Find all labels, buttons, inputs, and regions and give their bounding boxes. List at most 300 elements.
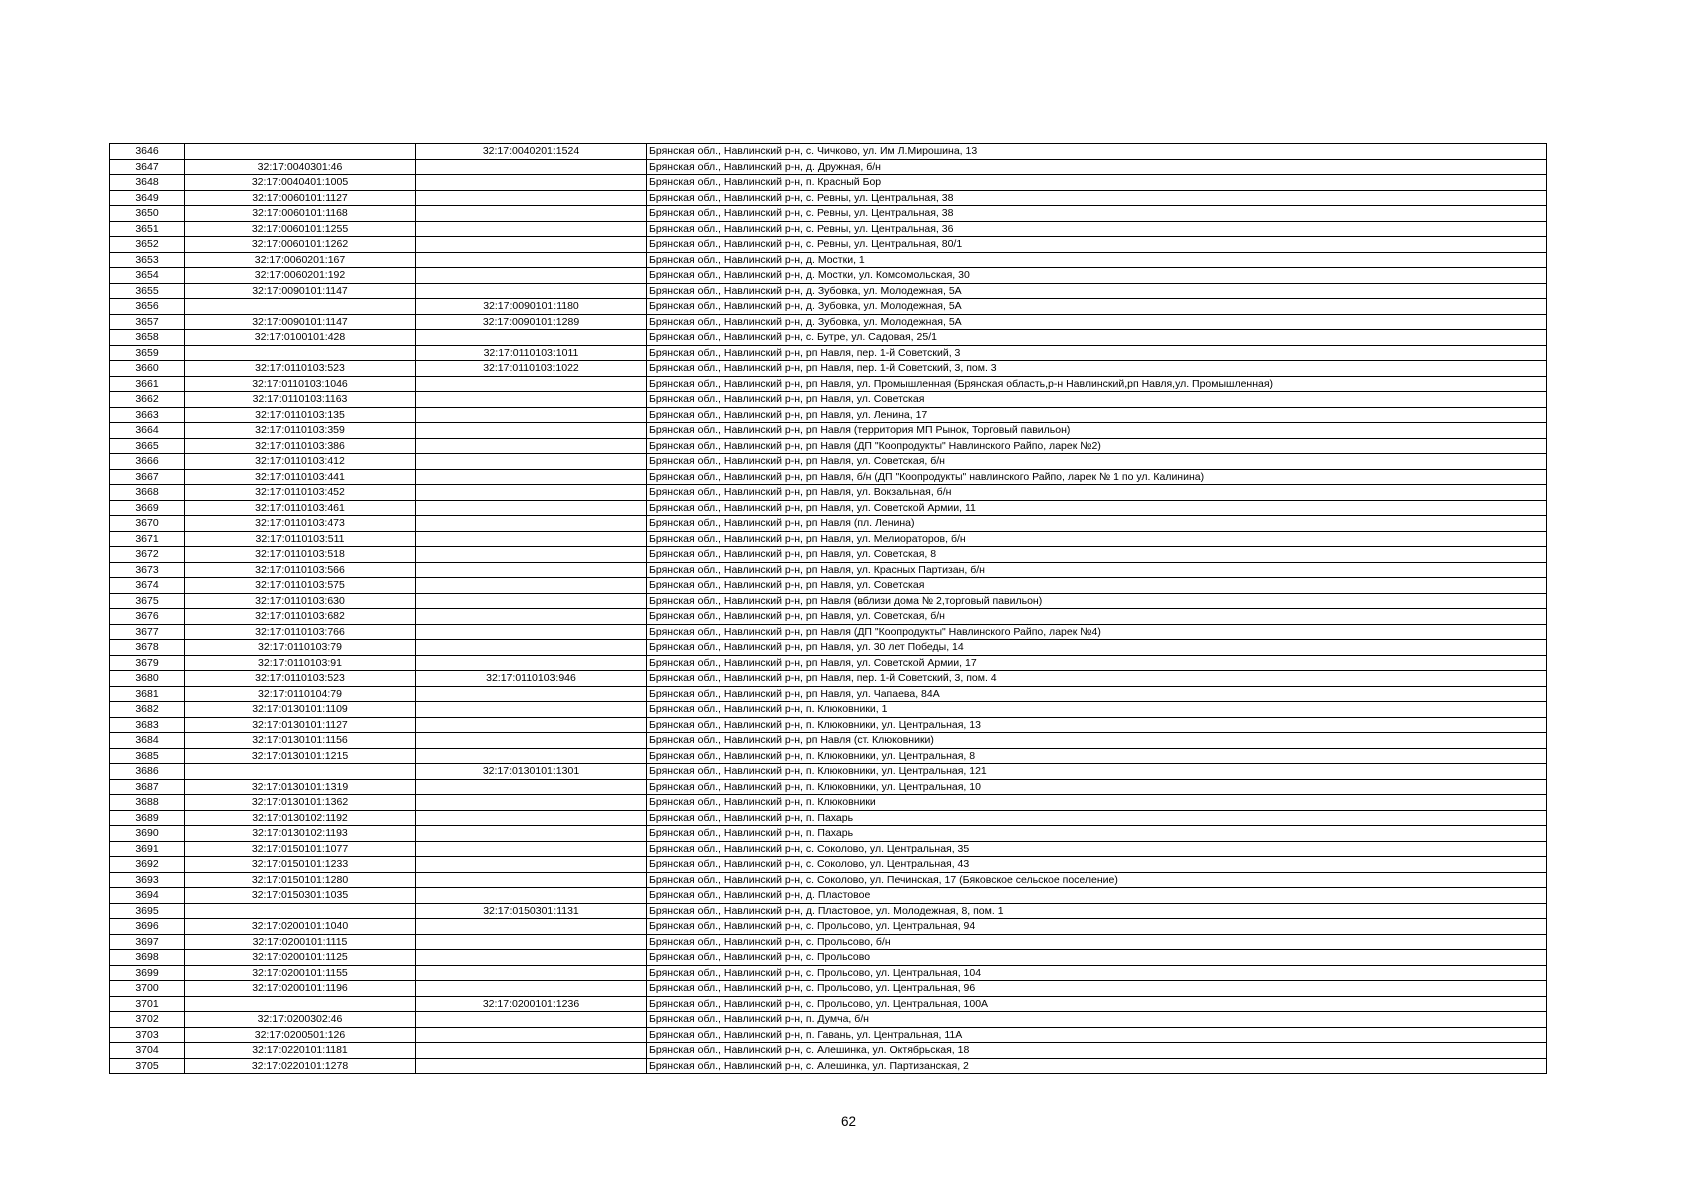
related-cadastral-number-cell xyxy=(416,795,647,811)
row-number-cell: 3682 xyxy=(110,702,185,718)
row-number-cell: 3688 xyxy=(110,795,185,811)
address-cell: Брянская обл., Навлинский р-н, п. Гавань, ул. Центральная, 11А xyxy=(647,1027,1547,1043)
row-number-cell: 3674 xyxy=(110,578,185,594)
row-number-cell: 3690 xyxy=(110,826,185,842)
address-cell: Брянская обл., Навлинский р-н, рп Навля, пер. 1-й Советский, 3 xyxy=(647,345,1547,361)
row-number-cell: 3705 xyxy=(110,1058,185,1074)
table-row xyxy=(110,469,1547,485)
address-cell: Брянская обл., Навлинский р-н, рп Навля, ул. Советская, б/н xyxy=(647,609,1547,625)
row-number-cell: 3700 xyxy=(110,981,185,997)
cadastral-number-cell: 32:17:0110103:91 xyxy=(185,655,416,671)
address-cell: Брянская обл., Навлинский р-н, д. Мостки, 1 xyxy=(647,252,1547,268)
row-number-cell: 3646 xyxy=(110,144,185,160)
address-cell: Брянская обл., Навлинский р-н, п. Клюковники, 1 xyxy=(647,702,1547,718)
table-row xyxy=(110,190,1547,206)
table-row xyxy=(110,562,1547,578)
address-cell: Брянская обл., Навлинский р-н, рп Навля, ул. Советская, 8 xyxy=(647,547,1547,563)
row-number-cell: 3659 xyxy=(110,345,185,361)
related-cadastral-number-cell xyxy=(416,1027,647,1043)
address-cell: Брянская обл., Навлинский р-н, с. Прольсово xyxy=(647,950,1547,966)
cadastral-number-cell: 32:17:0130101:1215 xyxy=(185,748,416,764)
address-cell: Брянская обл., Навлинский р-н, рп Навля, ул. Советской Армии, 17 xyxy=(647,655,1547,671)
row-number-cell: 3676 xyxy=(110,609,185,625)
cadastral-number-cell: 32:17:0200101:1125 xyxy=(185,950,416,966)
related-cadastral-number-cell: 32:17:0110103:1022 xyxy=(416,361,647,377)
address-cell: Брянская обл., Навлинский р-н, п. Думча, б/н xyxy=(647,1012,1547,1028)
related-cadastral-number-cell xyxy=(416,268,647,284)
row-number-cell: 3693 xyxy=(110,872,185,888)
related-cadastral-number-cell xyxy=(416,500,647,516)
address-cell: Брянская обл., Навлинский р-н, рп Навля (ДП "Коопродукты" Навлинского Райпо, ларек №2) xyxy=(647,438,1547,454)
table-row xyxy=(110,454,1547,470)
address-cell: Брянская обл., Навлинский р-н, рп Навля, ул. Советская, б/н xyxy=(647,454,1547,470)
address-cell: Брянская обл., Навлинский р-н, рп Навля (территория МП Рынок, Торговый павильон) xyxy=(647,423,1547,439)
cadastral-number-cell: 32:17:0110103:386 xyxy=(185,438,416,454)
related-cadastral-number-cell xyxy=(416,826,647,842)
row-number-cell: 3677 xyxy=(110,624,185,640)
address-cell: Брянская обл., Навлинский р-н, рп Навля (ДП "Коопродукты" Навлинского Райпо, ларек №4) xyxy=(647,624,1547,640)
cadastral-number-cell: 32:17:0130102:1192 xyxy=(185,810,416,826)
table-row xyxy=(110,500,1547,516)
related-cadastral-number-cell xyxy=(416,252,647,268)
cadastral-number-cell: 32:17:0200501:126 xyxy=(185,1027,416,1043)
related-cadastral-number-cell xyxy=(416,485,647,501)
related-cadastral-number-cell xyxy=(416,841,647,857)
cadastral-number-cell: 32:17:0110103:452 xyxy=(185,485,416,501)
row-number-cell: 3670 xyxy=(110,516,185,532)
cadastral-number-cell: 32:17:0150101:1233 xyxy=(185,857,416,873)
row-number-cell: 3692 xyxy=(110,857,185,873)
row-number-cell: 3650 xyxy=(110,206,185,222)
row-number-cell: 3673 xyxy=(110,562,185,578)
row-number-cell: 3703 xyxy=(110,1027,185,1043)
table-row xyxy=(110,283,1547,299)
cadastral-number-cell: 32:17:0090101:1147 xyxy=(185,314,416,330)
row-number-cell: 3675 xyxy=(110,593,185,609)
cadastral-number-cell: 32:17:0110103:359 xyxy=(185,423,416,439)
table-row xyxy=(110,624,1547,640)
row-number-cell: 3701 xyxy=(110,996,185,1012)
address-cell: Брянская обл., Навлинский р-н, д. Пластовое, ул. Молодежная, 8, пом. 1 xyxy=(647,903,1547,919)
address-cell: Брянская обл., Навлинский р-н, с. Прольсово, ул. Центральная, 96 xyxy=(647,981,1547,997)
table-row xyxy=(110,686,1547,702)
address-cell: Брянская обл., Навлинский р-н, рп Навля (вблизи дома № 2,торговый павильон) xyxy=(647,593,1547,609)
related-cadastral-number-cell xyxy=(416,857,647,873)
cadastral-number-cell xyxy=(185,299,416,315)
related-cadastral-number-cell: 32:17:0090101:1180 xyxy=(416,299,647,315)
row-number-cell: 3661 xyxy=(110,376,185,392)
related-cadastral-number-cell: 32:17:0150301:1131 xyxy=(416,903,647,919)
related-cadastral-number-cell xyxy=(416,748,647,764)
row-number-cell: 3687 xyxy=(110,779,185,795)
table-row xyxy=(110,655,1547,671)
row-number-cell: 3656 xyxy=(110,299,185,315)
cadastral-number-cell xyxy=(185,996,416,1012)
cadastral-number-cell: 32:17:0110103:630 xyxy=(185,593,416,609)
cadastral-number-cell: 32:17:0110103:1163 xyxy=(185,392,416,408)
cadastral-number-cell xyxy=(185,144,416,160)
cadastral-number-cell: 32:17:0200101:1040 xyxy=(185,919,416,935)
related-cadastral-number-cell xyxy=(416,531,647,547)
cadastral-number-cell: 32:17:0040401:1005 xyxy=(185,175,416,191)
related-cadastral-number-cell xyxy=(416,702,647,718)
table-row xyxy=(110,888,1547,904)
table-row xyxy=(110,1027,1547,1043)
related-cadastral-number-cell xyxy=(416,640,647,656)
table-row xyxy=(110,779,1547,795)
cadastral-number-cell: 32:17:0040301:46 xyxy=(185,159,416,175)
related-cadastral-number-cell xyxy=(416,593,647,609)
cadastral-number-cell: 32:17:0060201:167 xyxy=(185,252,416,268)
row-number-cell: 3683 xyxy=(110,717,185,733)
page-number: 62 xyxy=(840,1114,857,1129)
related-cadastral-number-cell xyxy=(416,1043,647,1059)
related-cadastral-number-cell xyxy=(416,872,647,888)
row-number-cell: 3647 xyxy=(110,159,185,175)
property-table xyxy=(109,143,1547,1074)
table-row xyxy=(110,485,1547,501)
table-row xyxy=(110,330,1547,346)
related-cadastral-number-cell xyxy=(416,392,647,408)
related-cadastral-number-cell xyxy=(416,330,647,346)
related-cadastral-number-cell xyxy=(416,423,647,439)
address-cell: Брянская обл., Навлинский р-н, рп Навля (пл. Ленина) xyxy=(647,516,1547,532)
row-number-cell: 3678 xyxy=(110,640,185,656)
address-cell: Брянская обл., Навлинский р-н, д. Зубовка, ул. Молодежная, 5А xyxy=(647,283,1547,299)
table-row xyxy=(110,919,1547,935)
address-cell: Брянская обл., Навлинский р-н, с. Соколово, ул. Центральная, 35 xyxy=(647,841,1547,857)
table-row xyxy=(110,175,1547,191)
cadastral-number-cell: 32:17:0130101:1319 xyxy=(185,779,416,795)
address-cell: Брянская обл., Навлинский р-н, п. Клюковники xyxy=(647,795,1547,811)
address-cell: Брянская обл., Навлинский р-н, д. Зубовка, ул. Молодежная, 5А xyxy=(647,314,1547,330)
related-cadastral-number-cell xyxy=(416,562,647,578)
related-cadastral-number-cell: 32:17:0200101:1236 xyxy=(416,996,647,1012)
address-cell: Брянская обл., Навлинский р-н, рп Навля, ул. Ленина, 17 xyxy=(647,407,1547,423)
table-row xyxy=(110,392,1547,408)
address-cell: Брянская обл., Навлинский р-н, рп Навля, ул. 30 лет Победы, 14 xyxy=(647,640,1547,656)
row-number-cell: 3697 xyxy=(110,934,185,950)
row-number-cell: 3665 xyxy=(110,438,185,454)
address-cell: Брянская обл., Навлинский р-н, с. Прольсово, ул. Центральная, 94 xyxy=(647,919,1547,935)
table-row xyxy=(110,1058,1547,1074)
row-number-cell: 3668 xyxy=(110,485,185,501)
cadastral-number-cell: 32:17:0200101:1115 xyxy=(185,934,416,950)
table-row xyxy=(110,965,1547,981)
table-row xyxy=(110,376,1547,392)
row-number-cell: 3649 xyxy=(110,190,185,206)
table-row xyxy=(110,764,1547,780)
row-number-cell: 3672 xyxy=(110,547,185,563)
table-row xyxy=(110,609,1547,625)
table-row xyxy=(110,361,1547,377)
address-cell: Брянская обл., Навлинский р-н, п. Клюковники, ул. Центральная, 10 xyxy=(647,779,1547,795)
row-number-cell: 3704 xyxy=(110,1043,185,1059)
related-cadastral-number-cell xyxy=(416,950,647,966)
table-row xyxy=(110,593,1547,609)
row-number-cell: 3696 xyxy=(110,919,185,935)
cadastral-number-cell: 32:17:0200302:46 xyxy=(185,1012,416,1028)
row-number-cell: 3681 xyxy=(110,686,185,702)
row-number-cell: 3660 xyxy=(110,361,185,377)
table-row xyxy=(110,934,1547,950)
cadastral-number-cell xyxy=(185,903,416,919)
address-cell: Брянская обл., Навлинский р-н, рп Навля (ст. Клюковники) xyxy=(647,733,1547,749)
related-cadastral-number-cell xyxy=(416,717,647,733)
table-row xyxy=(110,826,1547,842)
table-row xyxy=(110,981,1547,997)
cadastral-number-cell: 32:17:0110104:79 xyxy=(185,686,416,702)
row-number-cell: 3653 xyxy=(110,252,185,268)
address-cell: Брянская обл., Навлинский р-н, рп Навля, ул. Промышленная (Брянская область,р-н Навлинский,рп Навля,ул. Промышленная) xyxy=(647,376,1547,392)
address-cell: Брянская обл., Навлинский р-н, п. Клюковники, ул. Центральная, 121 xyxy=(647,764,1547,780)
related-cadastral-number-cell xyxy=(416,779,647,795)
row-number-cell: 3698 xyxy=(110,950,185,966)
address-cell: Брянская обл., Навлинский р-н, с. Чичково, ул. Им Л.Мирошина, 13 xyxy=(647,144,1547,160)
address-cell: Брянская обл., Навлинский р-н, п. Красный Бор xyxy=(647,175,1547,191)
table-row xyxy=(110,841,1547,857)
row-number-cell: 3664 xyxy=(110,423,185,439)
row-number-cell: 3666 xyxy=(110,454,185,470)
table-row xyxy=(110,748,1547,764)
address-cell: Брянская обл., Навлинский р-н, д. Пластовое xyxy=(647,888,1547,904)
related-cadastral-number-cell xyxy=(416,578,647,594)
cadastral-number-cell: 32:17:0150101:1077 xyxy=(185,841,416,857)
cadastral-number-cell: 32:17:0110103:518 xyxy=(185,547,416,563)
address-cell: Брянская обл., Навлинский р-н, с. Прольсово, ул. Центральная, 104 xyxy=(647,965,1547,981)
cadastral-number-cell: 32:17:0130101:1156 xyxy=(185,733,416,749)
table-row xyxy=(110,578,1547,594)
cadastral-number-cell: 32:17:0110103:511 xyxy=(185,531,416,547)
table-row xyxy=(110,810,1547,826)
cadastral-number-cell xyxy=(185,345,416,361)
related-cadastral-number-cell xyxy=(416,516,647,532)
related-cadastral-number-cell: 32:17:0090101:1289 xyxy=(416,314,647,330)
table-row xyxy=(110,996,1547,1012)
address-cell: Брянская обл., Навлинский р-н, с. Соколово, ул. Центральная, 43 xyxy=(647,857,1547,873)
table-row xyxy=(110,423,1547,439)
related-cadastral-number-cell xyxy=(416,981,647,997)
table-row xyxy=(110,438,1547,454)
address-cell: Брянская обл., Навлинский р-н, рп Навля, б/н (ДП "Коопродукты" навлинского Райпо, ларек № 1 по ул. Калинина) xyxy=(647,469,1547,485)
related-cadastral-number-cell xyxy=(416,733,647,749)
cadastral-number-cell: 32:17:0110103:766 xyxy=(185,624,416,640)
row-number-cell: 3652 xyxy=(110,237,185,253)
related-cadastral-number-cell xyxy=(416,934,647,950)
cadastral-number-cell: 32:17:0090101:1147 xyxy=(185,283,416,299)
address-cell: Брянская обл., Навлинский р-н, с. Соколово, ул. Печинская, 17 (Бяковское сельское поселение) xyxy=(647,872,1547,888)
related-cadastral-number-cell xyxy=(416,1012,647,1028)
address-cell: Брянская обл., Навлинский р-н, п. Пахарь xyxy=(647,810,1547,826)
cadastral-number-cell: 32:17:0110103:523 xyxy=(185,671,416,687)
row-number-cell: 3667 xyxy=(110,469,185,485)
related-cadastral-number-cell xyxy=(416,438,647,454)
row-number-cell: 3663 xyxy=(110,407,185,423)
table-row xyxy=(110,950,1547,966)
cadastral-number-cell: 32:17:0060101:1262 xyxy=(185,237,416,253)
cadastral-number-cell: 32:17:0220101:1181 xyxy=(185,1043,416,1059)
address-cell: Брянская обл., Навлинский р-н, с. Ревны, ул. Центральная, 38 xyxy=(647,190,1547,206)
address-cell: Брянская обл., Навлинский р-н, с. Прольсово, б/н xyxy=(647,934,1547,950)
address-cell: Брянская обл., Навлинский р-н, д. Мостки, ул. Комсомольская, 30 xyxy=(647,268,1547,284)
table-row xyxy=(110,671,1547,687)
cadastral-number-cell: 32:17:0200101:1155 xyxy=(185,965,416,981)
table-row xyxy=(110,903,1547,919)
cadastral-number-cell: 32:17:0110103:441 xyxy=(185,469,416,485)
address-cell: Брянская обл., Навлинский р-н, рп Навля, ул. Чапаева, 84А xyxy=(647,686,1547,702)
table-row xyxy=(110,516,1547,532)
address-cell: Брянская обл., Навлинский р-н, п. Клюковники, ул. Центральная, 13 xyxy=(647,717,1547,733)
table-row xyxy=(110,1012,1547,1028)
row-number-cell: 3654 xyxy=(110,268,185,284)
address-cell: Брянская обл., Навлинский р-н, п. Клюковники, ул. Центральная, 8 xyxy=(647,748,1547,764)
table-row xyxy=(110,531,1547,547)
table-row xyxy=(110,345,1547,361)
table-row xyxy=(110,206,1547,222)
related-cadastral-number-cell xyxy=(416,190,647,206)
table-row xyxy=(110,702,1547,718)
cadastral-number-cell: 32:17:0110103:135 xyxy=(185,407,416,423)
table-row xyxy=(110,252,1547,268)
cadastral-number-cell: 32:17:0110103:461 xyxy=(185,500,416,516)
table-row xyxy=(110,733,1547,749)
address-cell: Брянская обл., Навлинский р-н, с. Ревны, ул. Центральная, 38 xyxy=(647,206,1547,222)
cadastral-number-cell: 32:17:0200101:1196 xyxy=(185,981,416,997)
row-number-cell: 3651 xyxy=(110,221,185,237)
address-cell: Брянская обл., Навлинский р-н, д. Дружная, б/н xyxy=(647,159,1547,175)
related-cadastral-number-cell: 32:17:0040201:1524 xyxy=(416,144,647,160)
cadastral-number-cell: 32:17:0060101:1255 xyxy=(185,221,416,237)
related-cadastral-number-cell: 32:17:0130101:1301 xyxy=(416,764,647,780)
row-number-cell: 3655 xyxy=(110,283,185,299)
table-row xyxy=(110,159,1547,175)
related-cadastral-number-cell xyxy=(416,919,647,935)
row-number-cell: 3679 xyxy=(110,655,185,671)
address-cell: Брянская обл., Навлинский р-н, с. Бутре, ул. Садовая, 25/1 xyxy=(647,330,1547,346)
address-cell: Брянская обл., Навлинский р-н, рп Навля, пер. 1-й Советский, 3, пом. 4 xyxy=(647,671,1547,687)
row-number-cell: 3657 xyxy=(110,314,185,330)
related-cadastral-number-cell xyxy=(416,221,647,237)
row-number-cell: 3691 xyxy=(110,841,185,857)
cadastral-number-cell: 32:17:0110103:523 xyxy=(185,361,416,377)
table-row xyxy=(110,299,1547,315)
address-cell: Брянская обл., Навлинский р-н, рп Навля, ул. Красных Партизан, б/н xyxy=(647,562,1547,578)
address-cell: Брянская обл., Навлинский р-н, рп Навля, ул. Советской Армии, 11 xyxy=(647,500,1547,516)
related-cadastral-number-cell xyxy=(416,624,647,640)
related-cadastral-number-cell xyxy=(416,283,647,299)
related-cadastral-number-cell xyxy=(416,206,647,222)
related-cadastral-number-cell xyxy=(416,376,647,392)
table-row xyxy=(110,1043,1547,1059)
related-cadastral-number-cell xyxy=(416,965,647,981)
related-cadastral-number-cell xyxy=(416,175,647,191)
address-cell: Брянская обл., Навлинский р-н, д. Зубовка, ул. Молодежная, 5А xyxy=(647,299,1547,315)
row-number-cell: 3662 xyxy=(110,392,185,408)
address-cell: Брянская обл., Навлинский р-н, с. Ревны, ул. Центральная, 36 xyxy=(647,221,1547,237)
related-cadastral-number-cell xyxy=(416,609,647,625)
cadastral-number-cell: 32:17:0060101:1127 xyxy=(185,190,416,206)
related-cadastral-number-cell xyxy=(416,547,647,563)
related-cadastral-number-cell xyxy=(416,407,647,423)
address-cell: Брянская обл., Навлинский р-н, рп Навля, пер. 1-й Советский, 3, пом. 3 xyxy=(647,361,1547,377)
cadastral-number-cell: 32:17:0110103:473 xyxy=(185,516,416,532)
table-row xyxy=(110,314,1547,330)
table-row xyxy=(110,144,1547,160)
row-number-cell: 3689 xyxy=(110,810,185,826)
related-cadastral-number-cell xyxy=(416,237,647,253)
row-number-cell: 3658 xyxy=(110,330,185,346)
table-row xyxy=(110,717,1547,733)
row-number-cell: 3684 xyxy=(110,733,185,749)
row-number-cell: 3685 xyxy=(110,748,185,764)
cadastral-number-cell: 32:17:0110103:682 xyxy=(185,609,416,625)
cadastral-number-cell: 32:17:0130102:1193 xyxy=(185,826,416,842)
address-cell: Брянская обл., Навлинский р-н, п. Пахарь xyxy=(647,826,1547,842)
related-cadastral-number-cell xyxy=(416,810,647,826)
address-cell: Брянская обл., Навлинский р-н, с. Ревны, ул. Центральная, 80/1 xyxy=(647,237,1547,253)
row-number-cell: 3648 xyxy=(110,175,185,191)
table-row xyxy=(110,857,1547,873)
cadastral-number-cell: 32:17:0110103:575 xyxy=(185,578,416,594)
table-row xyxy=(110,547,1547,563)
cadastral-number-cell: 32:17:0150301:1035 xyxy=(185,888,416,904)
cadastral-number-cell: 32:17:0110103:566 xyxy=(185,562,416,578)
cadastral-number-cell: 32:17:0220101:1278 xyxy=(185,1058,416,1074)
address-cell: Брянская обл., Навлинский р-н, рп Навля, ул. Советская xyxy=(647,578,1547,594)
related-cadastral-number-cell: 32:17:0110103:946 xyxy=(416,671,647,687)
table-row xyxy=(110,795,1547,811)
cadastral-number-cell: 32:17:0110103:412 xyxy=(185,454,416,470)
cadastral-number-cell: 32:17:0130101:1362 xyxy=(185,795,416,811)
table-row xyxy=(110,221,1547,237)
address-cell: Брянская обл., Навлинский р-н, рп Навля, ул. Вокзальная, б/н xyxy=(647,485,1547,501)
cadastral-number-cell: 32:17:0060101:1168 xyxy=(185,206,416,222)
row-number-cell: 3671 xyxy=(110,531,185,547)
row-number-cell: 3695 xyxy=(110,903,185,919)
address-cell: Брянская обл., Навлинский р-н, с. Прольсово, ул. Центральная, 100А xyxy=(647,996,1547,1012)
row-number-cell: 3686 xyxy=(110,764,185,780)
cadastral-number-cell: 32:17:0130101:1109 xyxy=(185,702,416,718)
related-cadastral-number-cell: 32:17:0110103:1011 xyxy=(416,345,647,361)
cadastral-number-cell: 32:17:0110103:1046 xyxy=(185,376,416,392)
table-row xyxy=(110,268,1547,284)
related-cadastral-number-cell xyxy=(416,686,647,702)
related-cadastral-number-cell xyxy=(416,159,647,175)
cadastral-number-cell: 32:17:0060201:192 xyxy=(185,268,416,284)
row-number-cell: 3669 xyxy=(110,500,185,516)
address-cell: Брянская обл., Навлинский р-н, с. Алешинка, ул. Октябрьская, 18 xyxy=(647,1043,1547,1059)
related-cadastral-number-cell xyxy=(416,469,647,485)
table-row xyxy=(110,872,1547,888)
cadastral-number-cell: 32:17:0100101:428 xyxy=(185,330,416,346)
cadastral-number-cell: 32:17:0150101:1280 xyxy=(185,872,416,888)
related-cadastral-number-cell xyxy=(416,454,647,470)
row-number-cell: 3699 xyxy=(110,965,185,981)
address-cell: Брянская обл., Навлинский р-н, с. Алешинка, ул. Партизанская, 2 xyxy=(647,1058,1547,1074)
cadastral-number-cell xyxy=(185,764,416,780)
related-cadastral-number-cell xyxy=(416,888,647,904)
table-row xyxy=(110,640,1547,656)
address-cell: Брянская обл., Навлинский р-н, рп Навля, ул. Мелиораторов, б/н xyxy=(647,531,1547,547)
table-body xyxy=(110,144,1547,1074)
cadastral-number-cell: 32:17:0130101:1127 xyxy=(185,717,416,733)
address-cell: Брянская обл., Навлинский р-н, рп Навля, ул. Советская xyxy=(647,392,1547,408)
row-number-cell: 3680 xyxy=(110,671,185,687)
related-cadastral-number-cell xyxy=(416,655,647,671)
table-row xyxy=(110,407,1547,423)
related-cadastral-number-cell xyxy=(416,1058,647,1074)
cadastral-number-cell: 32:17:0110103:79 xyxy=(185,640,416,656)
